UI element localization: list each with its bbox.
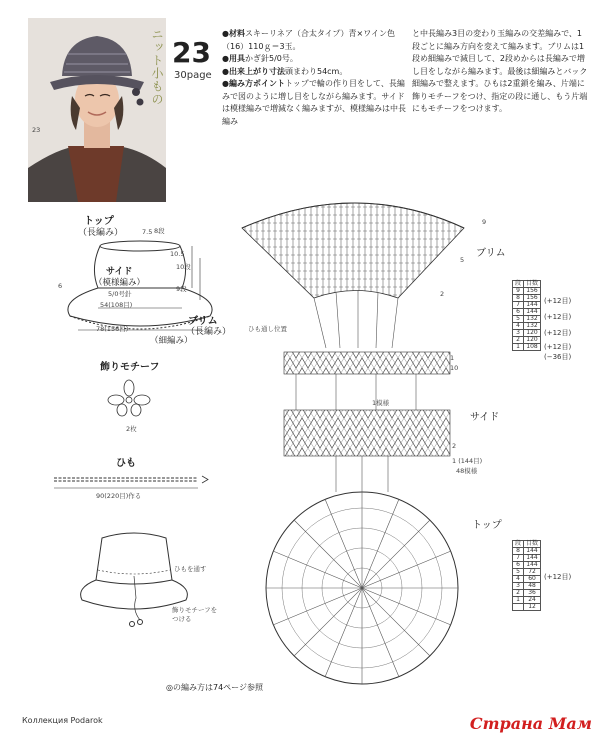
brim-note-2: (+12目) <box>544 313 572 321</box>
table-row: 5 72 <box>513 569 541 576</box>
brim-rows-table <box>512 280 541 351</box>
table-row: 7 144 <box>513 302 541 309</box>
table-row: 2 36 <box>513 590 541 597</box>
cord-diagram <box>48 470 216 490</box>
top-label: トップ <box>84 216 114 227</box>
table-row: 7 144 <box>513 555 541 562</box>
brim-note-4: (+12目) <box>544 343 572 351</box>
table-row: 2 120 <box>513 337 541 344</box>
side-row1: 1 <box>450 354 455 362</box>
brim-row2: 2 <box>440 290 445 298</box>
dim-78: 78(156目) <box>96 325 129 333</box>
credit: Коллекция Podarok <box>22 716 103 725</box>
materials-text <box>222 28 408 128</box>
motif-flower-icon <box>104 378 154 418</box>
text-tools: ●用具かぎ針5/0号。 <box>222 54 298 63</box>
dim-brim-rows: 9段 <box>176 285 187 293</box>
table-row: 4 132 <box>513 323 541 330</box>
crochet-diagram <box>236 188 476 688</box>
motif-count: 2枚 <box>126 425 137 433</box>
table-row: 12 <box>513 604 541 611</box>
dim-105: 10.5 <box>170 250 185 258</box>
note-thread: ひもを通す <box>174 565 207 573</box>
dim-54: 54(108目) <box>100 301 133 309</box>
cord-position: ひも通し位置 <box>248 325 287 333</box>
brim-label: ブリム <box>188 316 218 327</box>
brim-note-3: (+12目) <box>544 329 572 337</box>
vertical-title: ニット小もの <box>150 28 164 106</box>
motif-title: 飾りモチーフ <box>100 362 160 373</box>
footer-reference: ◎の編み方は74ページ参照 <box>166 683 264 692</box>
table-row: 段 目数 <box>513 541 541 548</box>
dim-top-rows: 8段 <box>154 227 165 235</box>
side-row1b: 1 (144目) <box>452 457 483 465</box>
side-label: サイド <box>106 267 133 277</box>
table-row: 3 120 <box>513 330 541 337</box>
method-text: と中長編み3目の変わり玉編みの交差編みで、1段ごとに編み方向を変えて編みます。ブリムは1段め細編みで減目して、2段めからは長編みで増し目をしながら編みます。最後は細編みとバック細編みで整えます。ひもは2重鎖を編み、片端に飾りモチーフをつけ、指定の段に通し、もう片端にもモチーフをつけます。 <box>412 29 588 113</box>
brim-row9: 9 <box>482 218 487 226</box>
pattern-repeat: 1模様 <box>372 399 390 407</box>
top-rows-table <box>512 540 541 611</box>
table-row: 8 156 <box>513 295 541 302</box>
top-sub: （長編み） <box>78 228 124 238</box>
table-row: 1 108 <box>513 344 541 351</box>
watermark-logo: Страна Мам <box>469 714 592 733</box>
table-row: 段 目数 <box>513 281 541 288</box>
table-row: 6 144 <box>513 562 541 569</box>
top-note: (+12目) <box>544 573 572 581</box>
diagram-side: サイド <box>470 412 500 423</box>
side-hook: 5/0号針 <box>108 290 132 298</box>
page-ref: 30page <box>174 70 212 81</box>
text-points: ●編み方ポイントトップで輪の作り目をして、長編みで図のように増し目をしながら編みます。サイドは模様編みで増減なく編みますが、模様編みは中長編み <box>222 79 406 126</box>
table-row: 6 144 <box>513 309 541 316</box>
table-row: 1 24 <box>513 597 541 604</box>
brim-note-1: (+12目) <box>544 297 572 305</box>
cord-length: 90(220目)作る <box>96 492 142 500</box>
diagram-top: トップ <box>472 520 502 531</box>
dim-6: 6 <box>58 282 63 290</box>
side-row10: 10 <box>450 364 459 372</box>
table-row: 3 48 <box>513 583 541 590</box>
dim-side-rows: 10段 <box>176 263 191 271</box>
pattern-number: 23 <box>172 36 211 69</box>
dim-75: 7.5 <box>142 228 153 236</box>
side-repeat: 48模様 <box>456 467 478 475</box>
model-photo <box>28 18 166 202</box>
photo-number: 23 <box>32 126 41 134</box>
text-size: ●出来上がり寸法頭まわり54cm。 <box>222 66 348 76</box>
table-row: 8 144 <box>513 548 541 555</box>
side-sub: （模様編み） <box>94 278 146 288</box>
diagram-brim: ブリム <box>476 248 506 259</box>
table-row: 9 156 <box>513 288 541 295</box>
model-illustration <box>28 18 166 202</box>
brim-note-5: (−36目) <box>544 353 572 361</box>
ref-circle-icon: ◎ <box>166 683 173 692</box>
note-motif: 飾りモチーフを つける <box>172 606 218 623</box>
table-row: 5 132 <box>513 316 541 323</box>
cord-title: ひも <box>116 458 136 469</box>
table-row: 4 60 <box>513 576 541 583</box>
brim-hem: （細編み） <box>150 336 193 346</box>
side-row2: 2 <box>452 442 457 450</box>
text-materials: ●材料スキーリネア（合太タイプ）青×ワイン色（16）110ｇ＝3玉。 <box>222 29 395 51</box>
brim-sub: （長編み） <box>186 327 232 337</box>
brim-row5: 5 <box>460 256 465 264</box>
